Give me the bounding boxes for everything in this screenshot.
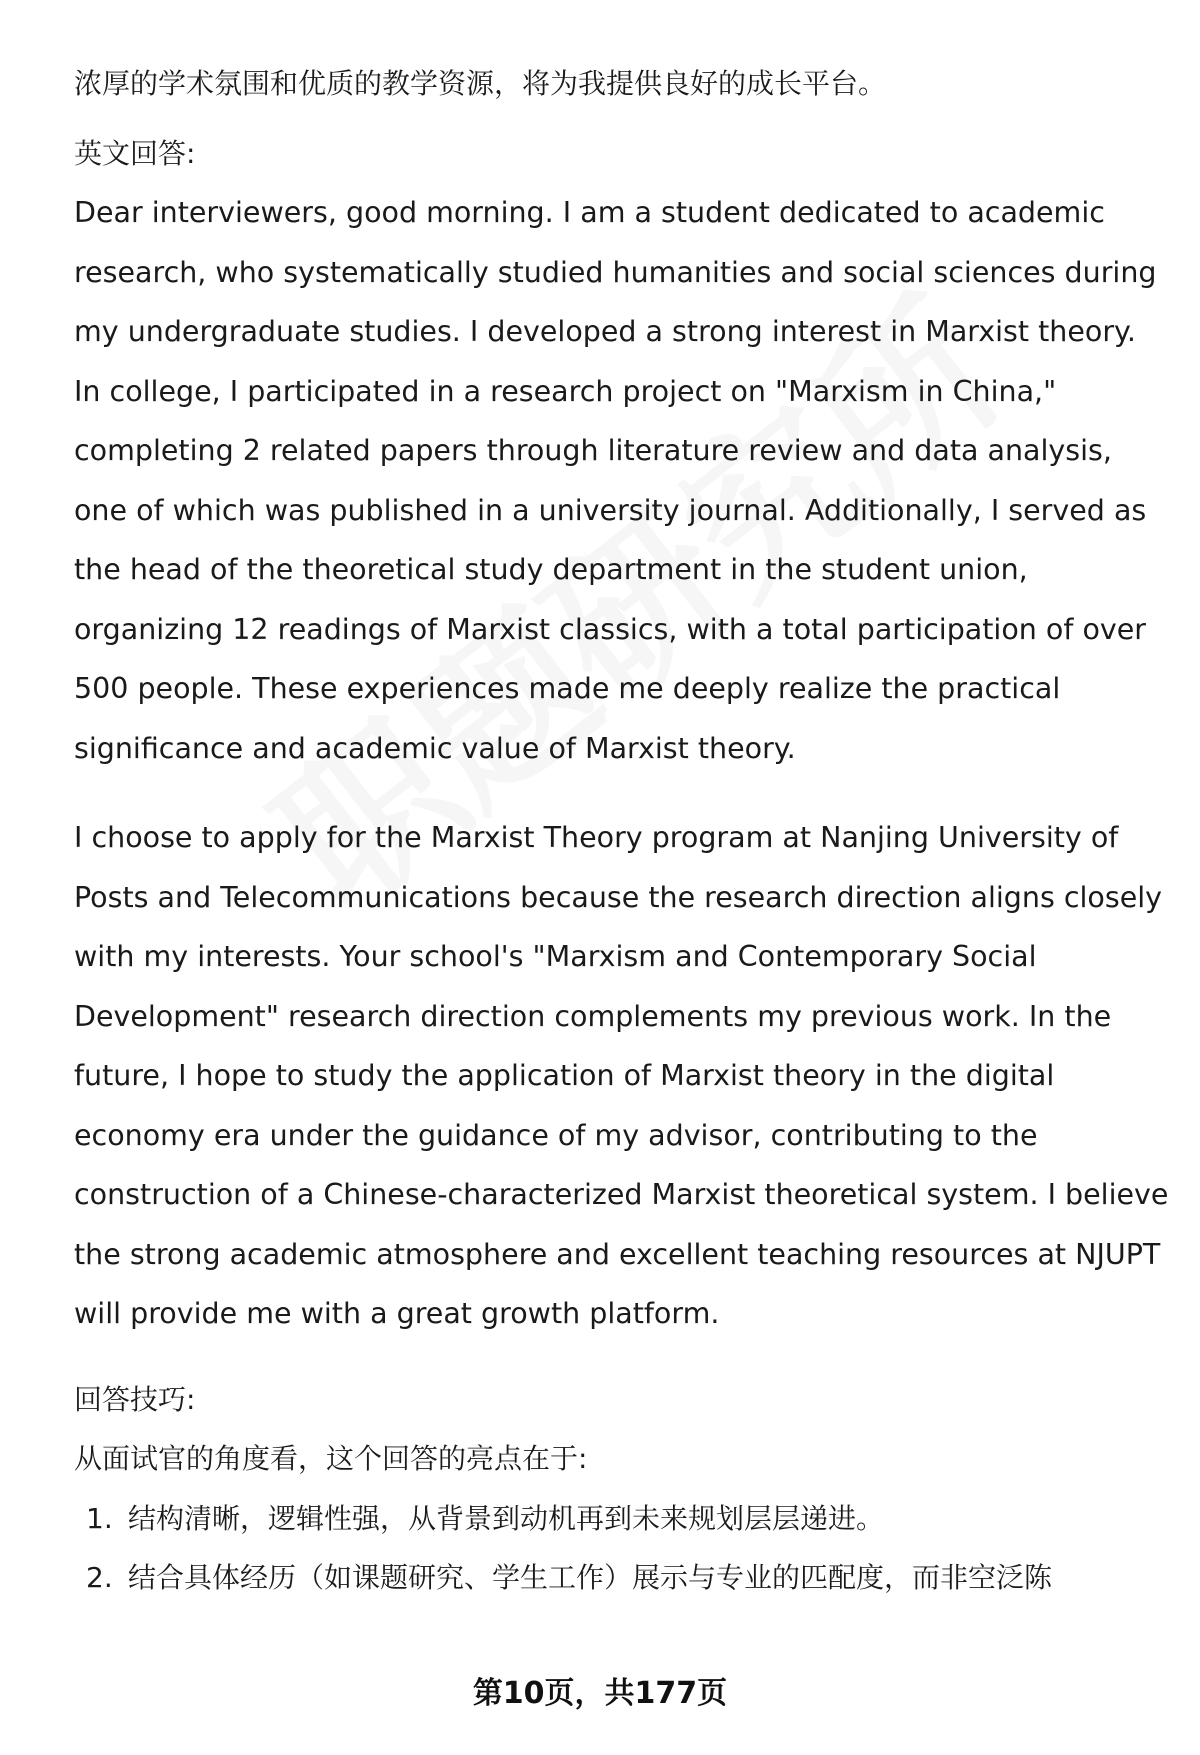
text-line: In college, I participated in a research project on "Marxism in China," xyxy=(74,374,1057,408)
text-line: the head of the theoretical study department in the student union, xyxy=(74,553,1028,586)
text-line: significance and academic value of Marxist theory. xyxy=(74,731,796,765)
text-line: one of which was published in a university journal. Additionally, I served as xyxy=(74,493,1147,527)
list-text: 结合具体经历（如课题研究、学生工作）展示与专业的匹配度，而非空泛陈 xyxy=(128,1560,1053,1594)
text-line: organizing 12 readings of Marxist classics, with a total participation of over xyxy=(74,612,1146,646)
english-answer-heading: 英文回答: xyxy=(74,136,196,170)
text-line: with my interests. Your school's "Marxism and Contemporary Social xyxy=(74,940,1037,973)
text-line: my undergraduate studies. I developed a strong interest in Marxist theory. xyxy=(74,315,1136,348)
list-item xyxy=(74,1489,1164,1548)
text-line: construction of a Chinese-characterized Marxist theoretical system. I believe xyxy=(74,1178,1169,1211)
text-line: I choose to apply for the Marxist Theory program at Nanjing University of xyxy=(74,821,1119,854)
text-line: will provide me with a great growth platform. xyxy=(74,1297,720,1330)
tips-intro: 从面试官的角度看，这个回答的亮点在于: xyxy=(74,1442,588,1475)
list-item xyxy=(74,1548,1164,1607)
english-paragraph-2 xyxy=(74,808,1169,1344)
text-line: 500 people. These experiences made me deeply realize the practical xyxy=(74,672,1061,705)
list-number: 1. xyxy=(86,1501,113,1535)
english-paragraph-1 xyxy=(74,183,1164,778)
text-line: Dear interviewers, good morning. I am a student dedicated to academic xyxy=(74,196,1105,229)
text-line: the strong academic atmosphere and excellent teaching resources at NJUPT xyxy=(74,1237,1161,1271)
text-line: economy era under the guidance of my advisor, contributing to the xyxy=(74,1118,1038,1152)
document-page xyxy=(74,54,1169,1607)
tips-list xyxy=(74,1489,1164,1607)
text-line: Development" research direction complements my previous work. In the xyxy=(74,999,1112,1033)
list-text: 结构清晰，逻辑性强，从背景到动机再到未来规划层层递进。 xyxy=(128,1501,885,1535)
page-footer: 第10页，共177页 xyxy=(472,1676,728,1711)
text-line: future, I hope to study the application of Marxist theory in the digital xyxy=(74,1059,1055,1092)
intro-tail: 浓厚的学术氛围和优质的教学资源，将为我提供良好的成长平台。 xyxy=(74,67,887,100)
text-line: research, who systematically studied humanities and social sciences during xyxy=(74,255,1157,289)
tips-heading: 回答技巧: xyxy=(74,1382,196,1416)
list-number: 2. xyxy=(86,1560,113,1594)
text-line: Posts and Telecommunications because the research direction aligns closely xyxy=(74,880,1163,914)
text-line: completing 2 related papers through literature review and data analysis, xyxy=(74,434,1112,467)
